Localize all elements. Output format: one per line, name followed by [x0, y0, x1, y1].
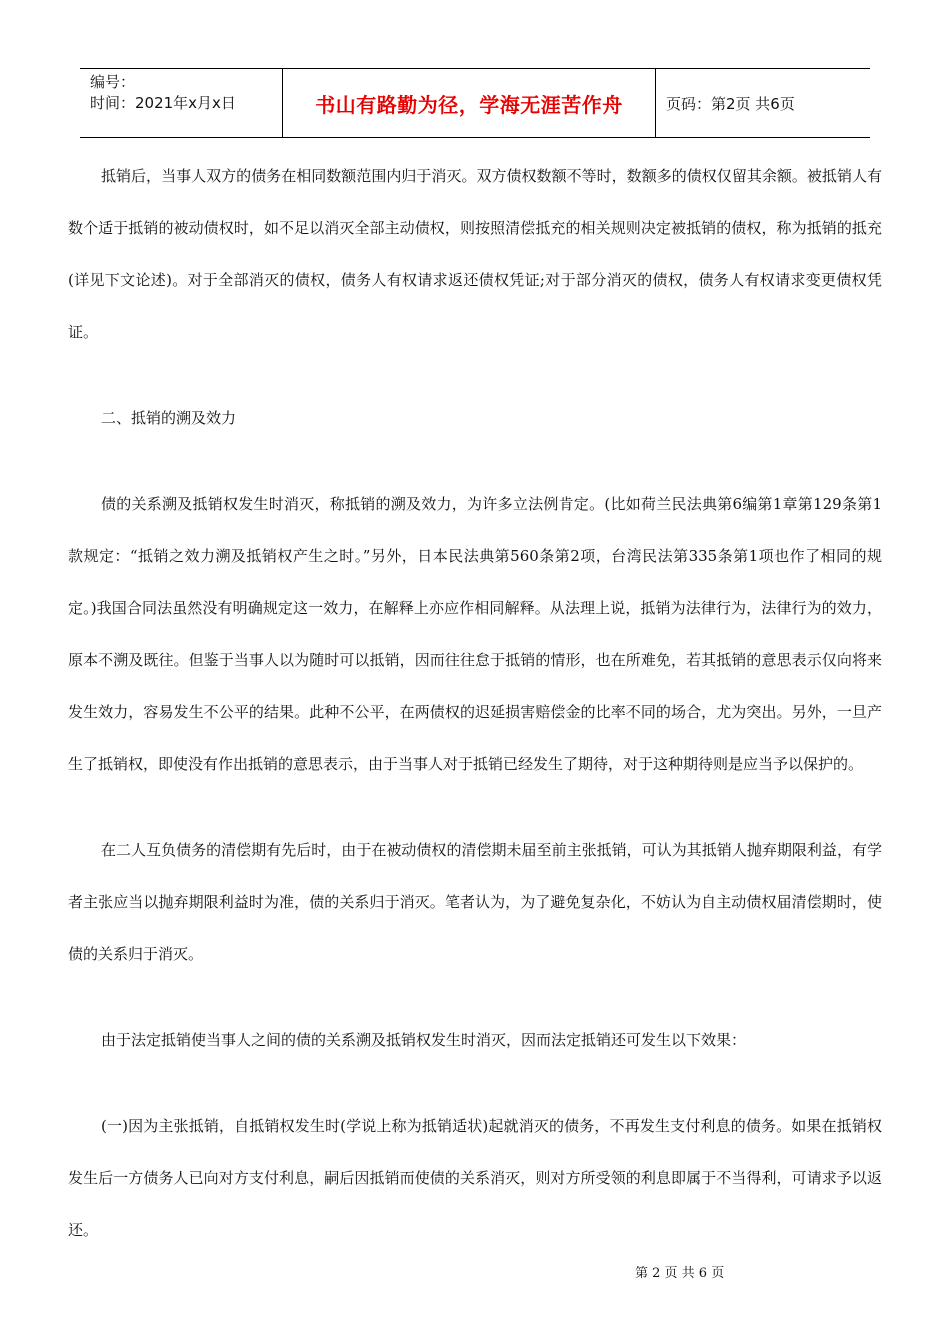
paragraph: 抵销后，当事人双方的债务在相同数额范围内归于消灭。双方债权数额不等时，数额多的债权仅留其余额。被抵销人有数个适于抵销的被动债权时，如不足以消灭全部主动债权，则按照清偿抵充的相关规则决定被抵销的债权，称为抵销的抵充(详见下文论述)。对于全部消灭的债权，债务人有权请求返还债权凭证;对于部分消灭的债权，债务人有权请求变更债权凭证。	[68, 167, 882, 341]
page-footer: 第 2 页 共 6 页	[635, 1266, 725, 1281]
header-meta	[80, 69, 283, 137]
section-heading: 二、抵销的溯及效力	[101, 409, 237, 427]
paragraph: 在二人互负债务的清偿期有先后时，由于在被动债权的清偿期未届至前主张抵销，可认为其抵销人抛弃期限利益，有学者主张应当以抛弃期限利益时为准，债的关系归于消灭。笔者认为，为了避免复杂化，不妨认为自主动债权届清偿期时，使债的关系归于消灭。	[68, 841, 882, 963]
header-page-number: 页码：第2页 共6页	[666, 94, 795, 113]
document-body	[68, 150, 882, 1256]
document-date-label: 时间：2021年x月x日	[90, 94, 236, 112]
paragraph: (一)因为主张抵销，自抵销权发生时(学说上称为抵销适状)起就消灭的债务，不再发生支付利息的债务。如果在抵销权发生后一方债务人已向对方支付利息，嗣后因抵销而使债的关系消灭，则对方所受领的利息即属于不当得利，可请求予以返还。	[68, 1117, 882, 1239]
paragraph: 债的关系溯及抵销权发生时消灭，称抵销的溯及效力，为许多立法例肯定。(比如荷兰民法典第6编第1章第129条第1款规定：“抵销之效力溯及抵销权产生之时。”另外，日本民法典第560条第2项，台湾民法第335条第1项也作了相同的规定。)我国合同法虽然没有明确规定这一效力，在解释上亦应作相同解释。从法理上说，抵销为法律行为，法律行为的效力，原本不溯及既往。但鉴于当事人以为随时可以抵销，因而往往怠于抵销的情形，也在所难免，若其抵销的意思表示仅向将来发生效力，容易发生不公平的结果。此种不公平，在两债权的迟延损害赔偿金的比率不同的场合，尤为突出。另外，一旦产生了抵销权，即使没有作出抵销的意思表示，由于当事人对于抵销已经发生了期待，对于这种期待则是应当予以保护的。	[68, 495, 882, 773]
document-number-label: 编号：	[90, 73, 136, 91]
header-motto: 书山有路勤为径，学海无涯苦作舟	[283, 69, 656, 137]
paragraph: 由于法定抵销使当事人之间的债的关系溯及抵销权发生时消灭，因而法定抵销还可发生以下效果：	[101, 1031, 747, 1049]
page-header	[80, 68, 870, 138]
